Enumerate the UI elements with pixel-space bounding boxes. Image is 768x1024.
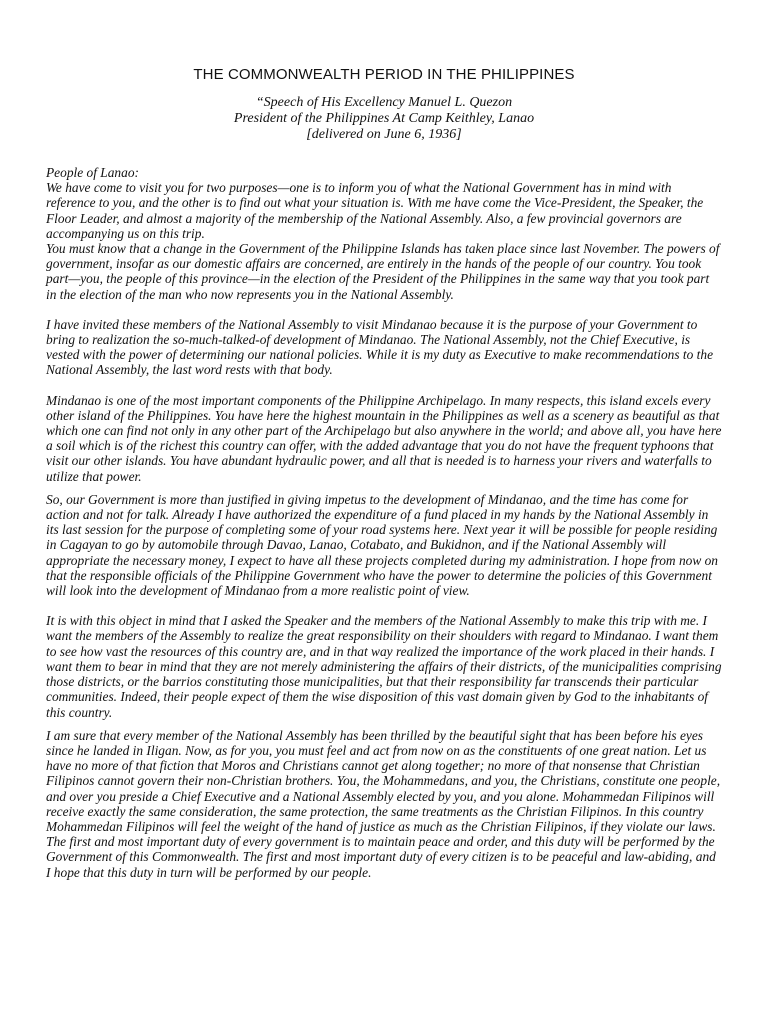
salutation: People of Lanao: [46, 165, 139, 180]
paragraph: Mindanao is one of the most important components of the Philippine Archipelago. In many respects, this island excels every other island of the Philippines. You have here the highest mountain in the Philippines as well as a scenery as beautiful as that which one can find not only in any other part of the Archipelago but also anywhere in the world; and above all, you have here a soil which is of the richest this country can offer, with the added advantage that you do not have the frequent typhoons that visit our other islands. You have abundant hydraulic power, and all that is needed is to harness your rivers and waterfalls to utilize that power. [46, 392, 722, 484]
paragraph: So, our Government is more than justified in giving impetus to the development of Mindanao, and the time has come for action and not for talk. Already I have authorized the expenditure of a fund placed in my hands by the National Assembly in its last session for the purpose of completing some of your road systems here. Next year it will be possible for people residing in Cagayan to go by automobile through Davao, Lanao, Cotabato, and Bukidnon, and if the National Assembly will appropriate the necessary money, I expect to have all these projects completed during my administration. I hope from now on that the responsible officials of the Philippine Government who have the power to determine the policies of this Government will look into the development of Mindanao from a more realistic point of view. [46, 491, 719, 599]
paragraph: You must know that a change in the Government of the Philippine Islands has taken place since last November. The powers of government, insofar as our domestic affairs are concerned, are entirely in the hands of the people of our country. You took part—you, the people of this province—in the election of the President of the Philippines in the same way that you took part in the election of the man who now represents you in the National Assembly. [46, 241, 720, 302]
speech-subtitle [46, 95, 722, 143]
paragraph: I have invited these members of the National Assembly to visit Mindanao because it is the purpose of your Government to bring to realization the so-much-talked-of development of Mindanao. The National Assembly, not the Chief Executive, is vested with the power of determining our national policies. While it is my duty as Executive to make recommendations to the National Assembly, the last word rests with that body. [46, 316, 714, 378]
speech-body [46, 165, 722, 880]
document-title: THE COMMONWEALTH PERIOD IN THE PHILIPPINES [193, 66, 575, 83]
subtitle-line-date: [delivered on June 6, 1936] [306, 127, 462, 142]
paragraph: It is with this object in mind that I asked the Speaker and the members of the National Assembly to make this trip with me. I want the members of the Assembly to realize the great responsibility on their shoulders with regard to Mindanao. I want them to see how vast the resources of this country are, and in that way realized the importance of the work placed in their hands. I want them to bear in mind that they are not merely administering the affairs of their districts, of the municipalities comprising those districts, or the barrios constituting those municipalities, but that their responsibility far transcends their particular communities. Indeed, their people expect of them the wise disposition of this vast domain given by God to the inhabitants of this country. [46, 613, 722, 720]
subtitle-line-speaker: “Speech of His Excellency Manuel L. Quezon [255, 95, 513, 110]
paragraph: We have come to visit you for two purposes—one is to inform you of what the National Government has in mind with reference to you, and the other is to find out what your situation is. With me have come the Vice-President, the Speaker, the Floor Leader, and almost a majority of the membership of the National Assembly. Also, a few provincial governors are accompanying us on this trip. [46, 180, 704, 241]
paragraph: I am sure that every member of the National Assembly has been thrilled by the beautiful sight that has been before his eyes since he landed in Iligan. Now, as for you, you must feel and act from now on as the constituents of one great nation. Let us have no more of that fiction that Moros and Christians cannot get along together; no more of that nonsense that Christian Filipinos cannot govern their non-Christian brothers. You, the Mohammedans, and you, the Christians, constitute one people, and over you preside a Chief Executive and a National Assembly elected by you, and you alone. Mohammedan Filipinos will receive exactly the same consideration, the same protection, the same treatments as the Christian Filipinos. In this country Mohammedan Filipinos will feel the weight of the hand of justice as much as the Christian Filipinos, if they violate our laws. The first and most important duty of every government is to maintain peace and order, and this duty will be performed by the Government of this Commonwealth. The first and most important duty of every citizen is to be peaceful and law-abiding, and I hope that this duty in turn will be performed by our people. [46, 727, 721, 880]
subtitle-line-location: President of the Philippines At Camp Keithley, Lanao [233, 111, 535, 126]
